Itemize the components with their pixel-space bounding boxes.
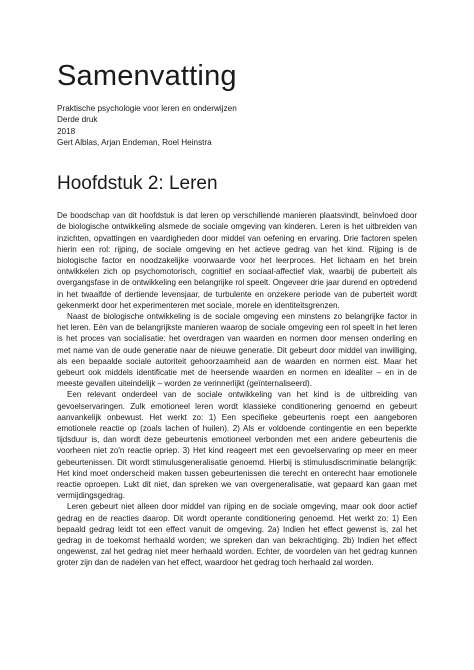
- body-paragraph: Een relevant onderdeel van de sociale ontwikkeling van het kind is de uitbreiding van gevoelservaringen. Zulk emotioneel leren wordt klassieke conditionering genoemd en gebeurt aanvankelijk onbewust. Het werkt zo: 1) Een specifieke gebeurtenis roept een aangeboren emotionele reactie op (zoals lachen of huilen). 2) Als er voldoende contingentie en een beperkte tijdsduur is, dan wordt deze gebeurtenis emotioneel verbonden met een andere gebeurtenis die voorheen niet zo'n reactie opriep. 3) Het kind reageert met een gevoelservaring op meer en meer gebeurtenissen. Dit wordt stimulusgeneralisatie genoemd. Hierbij is stimulusdiscriminatie belangrijk: Het kind moet onderscheid maken tussen gebeurtenissen die terecht en onterecht haar emotionele reactie oproepen. Lukt dit niet, dan spreken we van overgeneralisatie, wat gepaard kan gaan met vermijdingsgedrag.: [57, 390, 417, 501]
- book-edition: Derde druk: [57, 115, 98, 125]
- chapter-body: [57, 210, 417, 569]
- book-year: 2018: [57, 126, 76, 136]
- body-paragraph: Naast de biologische ontwikkeling is de sociale omgeving een minstens zo belangrijke factor in het leren. Eén van de belangrijkste manieren waarop de sociale omgeving een rol speelt in het leren is het proces van socialisatie: het overdragen van waarden en normen door mensen onderling en met name van de oude generatie naar de nieuwe generatie. Dit gebeurt door middel van inwilliging, als een bepaalde sociale autoriteit gehoorzaamheid aan de waarden en normen eist. Maar het gebeurt ook middels identificatie met de heersende waarden en normen en idealiter – en in de meeste gevallen uiteindelijk – worden ze verinnerlijkt (geïnternaliseerd).: [57, 312, 417, 389]
- body-paragraph: Leren gebeurt niet alleen door middel van rijping en de sociale omgeving, maar ook door actief gedrag en de reacties daarop. Dit wordt operante conditionering genoemd. Het werkt zo: 1) Een bepaald gedrag leidt tot een effect vanuit de omgeving. 2a) Indien het effect gewenst is, zal het gedrag in de toekomst herhaald worden; we spreken dan van bekrachtiging. 2b) Indien het effect ongewenst, zal het gedrag niet meer herhaald worden. Echter, de voordelen van het gedrag kunnen groter zijn dan de nadelen van het effect, waardoor het gedrag toch herhaald zal worden.: [57, 502, 417, 568]
- chapter-heading: Hoofdstuk 2: Leren: [57, 173, 218, 195]
- book-authors: Gert Alblas, Arjan Endeman, Roel Heinstra: [57, 137, 212, 147]
- document-meta: [57, 103, 417, 148]
- body-paragraph: De boodschap van dit hoofdstuk is dat leren op verschillende manieren plaatsvindt, beïnvloed door de biologische ontwikkeling alsmede de sociale omgeving van kinderen. Leren is het uitbreiden van inzichten, opvattingen en vaardigheden door middel van oefening en ervaring. Drie factoren spelen hierin een rol: rijping, de sociale omgeving en het actieve gedrag van het kind. Rijping is de biologische factor en noodzakelijke voorwaarde voor het leerproces. Het lichaam en het brein ontwikkelen zich op psychomotorisch, cognitief en sociaal-affectief vlak, waarbij de puberteit als overgangsfase in de ontwikkeling een belangrijke rol speelt. Ongeveer drie jaar durend en optredend in het twaalfde of dertiende levensjaar, de turbulente en onzekere periode van de puberteit wordt gekenmerkt door het experimenteren met sociale, morele en identiteitsgrenzen.: [57, 211, 417, 310]
- document-title: Samenvatting: [57, 60, 237, 92]
- book-subtitle: Praktische psychologie voor leren en onderwijzen: [57, 104, 237, 113]
